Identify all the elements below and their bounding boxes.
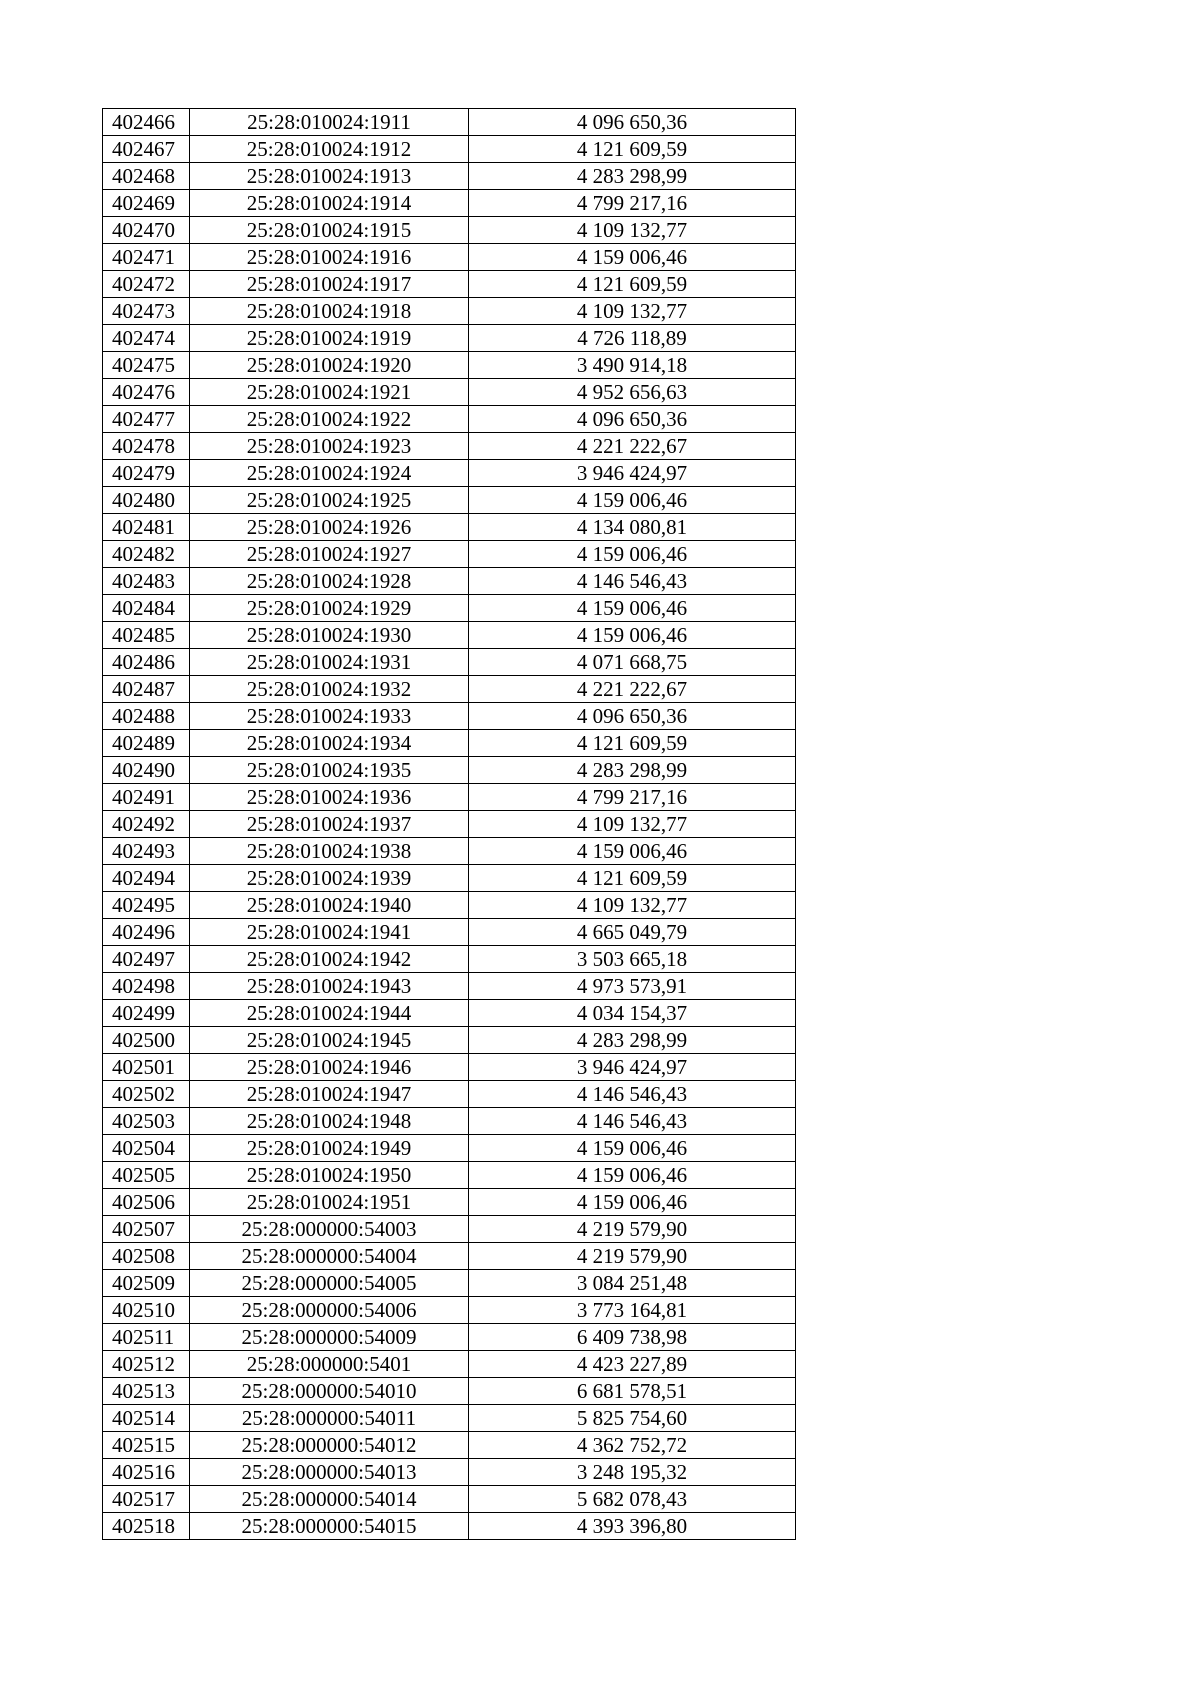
table-row: [103, 1027, 796, 1054]
cadastral-value-cell: 3 503 665,18: [469, 946, 796, 973]
cadastral-number-cell: 25:28:000000:54005: [190, 1270, 469, 1297]
cadastral-value-cell: 5 682 078,43: [469, 1486, 796, 1513]
table-row: [103, 217, 796, 244]
table-row: [103, 1189, 796, 1216]
row-number-cell: 402472: [103, 271, 190, 298]
row-number-cell: 402476: [103, 379, 190, 406]
cadastral-value-cell: 4 423 227,89: [469, 1351, 796, 1378]
cadastral-number-cell: 25:28:000000:54006: [190, 1297, 469, 1324]
cadastral-number-cell: 25:28:010024:1951: [190, 1189, 469, 1216]
table-row: [103, 649, 796, 676]
row-number-cell: 402482: [103, 541, 190, 568]
cadastral-number-cell: 25:28:010024:1931: [190, 649, 469, 676]
row-number-cell: 402498: [103, 973, 190, 1000]
cadastral-number-cell: 25:28:000000:54013: [190, 1459, 469, 1486]
cadastral-number-cell: 25:28:010024:1918: [190, 298, 469, 325]
table-row: [103, 1486, 796, 1513]
cadastral-value-cell: 4 121 609,59: [469, 865, 796, 892]
cadastral-value-cell: 3 773 164,81: [469, 1297, 796, 1324]
row-number-cell: 402479: [103, 460, 190, 487]
row-number-cell: 402484: [103, 595, 190, 622]
table-row: [103, 163, 796, 190]
cadastral-number-cell: 25:28:000000:54003: [190, 1216, 469, 1243]
row-number-cell: 402506: [103, 1189, 190, 1216]
cadastral-value-cell: 4 283 298,99: [469, 163, 796, 190]
cadastral-value-cell: 4 121 609,59: [469, 271, 796, 298]
cadastral-value-cell: 4 393 396,80: [469, 1513, 796, 1540]
cadastral-number-cell: 25:28:010024:1941: [190, 919, 469, 946]
row-number-cell: 402510: [103, 1297, 190, 1324]
table-row: [103, 1351, 796, 1378]
table-row: [103, 406, 796, 433]
cadastral-value-cell: 4 109 132,77: [469, 217, 796, 244]
row-number-cell: 402501: [103, 1054, 190, 1081]
cadastral-number-cell: 25:28:010024:1915: [190, 217, 469, 244]
row-number-cell: 402481: [103, 514, 190, 541]
cadastral-number-cell: 25:28:010024:1928: [190, 568, 469, 595]
cadastral-number-cell: 25:28:000000:5401: [190, 1351, 469, 1378]
cadastral-number-cell: 25:28:010024:1946: [190, 1054, 469, 1081]
table-row: [103, 973, 796, 1000]
row-number-cell: 402512: [103, 1351, 190, 1378]
table-row: [103, 1270, 796, 1297]
cadastral-number-cell: 25:28:010024:1930: [190, 622, 469, 649]
table-row: [103, 433, 796, 460]
cadastral-number-cell: 25:28:010024:1936: [190, 784, 469, 811]
row-number-cell: 402486: [103, 649, 190, 676]
table-row: [103, 1000, 796, 1027]
row-number-cell: 402496: [103, 919, 190, 946]
cadastral-value-cell: 4 159 006,46: [469, 595, 796, 622]
table-row: [103, 244, 796, 271]
row-number-cell: 402497: [103, 946, 190, 973]
row-number-cell: 402466: [103, 109, 190, 136]
cadastral-value-cell: 4 952 656,63: [469, 379, 796, 406]
table-row: [103, 352, 796, 379]
table-row: [103, 568, 796, 595]
row-number-cell: 402505: [103, 1162, 190, 1189]
cadastral-number-cell: 25:28:010024:1919: [190, 325, 469, 352]
cadastral-value-table: [102, 108, 796, 1540]
cadastral-value-cell: 4 799 217,16: [469, 190, 796, 217]
row-number-cell: 402508: [103, 1243, 190, 1270]
row-number-cell: 402471: [103, 244, 190, 271]
cadastral-value-cell: 4 159 006,46: [469, 487, 796, 514]
row-number-cell: 402516: [103, 1459, 190, 1486]
cadastral-value-cell: 4 109 132,77: [469, 892, 796, 919]
cadastral-number-cell: 25:28:010024:1935: [190, 757, 469, 784]
row-number-cell: 402475: [103, 352, 190, 379]
table-row: [103, 190, 796, 217]
cadastral-value-cell: 5 825 754,60: [469, 1405, 796, 1432]
row-number-cell: 402507: [103, 1216, 190, 1243]
cadastral-value-cell: 6 409 738,98: [469, 1324, 796, 1351]
cadastral-number-cell: 25:28:010024:1927: [190, 541, 469, 568]
cadastral-number-cell: 25:28:010024:1934: [190, 730, 469, 757]
cadastral-value-cell: 4 283 298,99: [469, 1027, 796, 1054]
cadastral-number-cell: 25:28:010024:1945: [190, 1027, 469, 1054]
cadastral-value-cell: 4 159 006,46: [469, 838, 796, 865]
cadastral-number-cell: 25:28:010024:1913: [190, 163, 469, 190]
row-number-cell: 402511: [103, 1324, 190, 1351]
table-row: [103, 1243, 796, 1270]
table-row: [103, 757, 796, 784]
table-row: [103, 1162, 796, 1189]
row-number-cell: 402477: [103, 406, 190, 433]
cadastral-number-cell: 25:28:010024:1938: [190, 838, 469, 865]
cadastral-value-cell: 4 159 006,46: [469, 541, 796, 568]
row-number-cell: 402517: [103, 1486, 190, 1513]
cadastral-value-cell: 3 248 195,32: [469, 1459, 796, 1486]
row-number-cell: 402513: [103, 1378, 190, 1405]
row-number-cell: 402499: [103, 1000, 190, 1027]
cadastral-value-cell: 4 109 132,77: [469, 811, 796, 838]
cadastral-value-cell: 4 096 650,36: [469, 406, 796, 433]
cadastral-value-cell: 3 490 914,18: [469, 352, 796, 379]
cadastral-value-cell: 4 159 006,46: [469, 622, 796, 649]
table-row: [103, 865, 796, 892]
table-row: [103, 1324, 796, 1351]
cadastral-number-cell: 25:28:010024:1926: [190, 514, 469, 541]
table-row: [103, 838, 796, 865]
table-row: [103, 1378, 796, 1405]
cadastral-number-cell: 25:28:010024:1917: [190, 271, 469, 298]
table-row: [103, 514, 796, 541]
cadastral-value-cell: 4 121 609,59: [469, 136, 796, 163]
cadastral-number-cell: 25:28:010024:1912: [190, 136, 469, 163]
cadastral-number-cell: 25:28:000000:54011: [190, 1405, 469, 1432]
table-row: [103, 595, 796, 622]
cadastral-value-cell: 3 084 251,48: [469, 1270, 796, 1297]
cadastral-number-cell: 25:28:010024:1923: [190, 433, 469, 460]
cadastral-number-cell: 25:28:010024:1925: [190, 487, 469, 514]
cadastral-number-cell: 25:28:010024:1942: [190, 946, 469, 973]
table-row: [103, 1405, 796, 1432]
cadastral-value-cell: 4 096 650,36: [469, 703, 796, 730]
row-number-cell: 402467: [103, 136, 190, 163]
cadastral-number-cell: 25:28:010024:1933: [190, 703, 469, 730]
table-row: [103, 784, 796, 811]
cadastral-value-cell: 4 799 217,16: [469, 784, 796, 811]
cadastral-value-cell: 4 665 049,79: [469, 919, 796, 946]
cadastral-value-cell: 4 973 573,91: [469, 973, 796, 1000]
cadastral-value-cell: 4 221 222,67: [469, 433, 796, 460]
cadastral-value-cell: 4 096 650,36: [469, 109, 796, 136]
row-number-cell: 402503: [103, 1108, 190, 1135]
cadastral-number-cell: 25:28:010024:1920: [190, 352, 469, 379]
cadastral-value-cell: 4 146 546,43: [469, 568, 796, 595]
cadastral-number-cell: 25:28:000000:54010: [190, 1378, 469, 1405]
table-row: [103, 379, 796, 406]
row-number-cell: 402469: [103, 190, 190, 217]
cadastral-number-cell: 25:28:010024:1914: [190, 190, 469, 217]
table-row: [103, 1432, 796, 1459]
row-number-cell: 402473: [103, 298, 190, 325]
table-row: [103, 541, 796, 568]
row-number-cell: 402485: [103, 622, 190, 649]
table-row: [103, 487, 796, 514]
table-row: [103, 109, 796, 136]
row-number-cell: 402468: [103, 163, 190, 190]
row-number-cell: 402470: [103, 217, 190, 244]
row-number-cell: 402493: [103, 838, 190, 865]
cadastral-number-cell: 25:28:010024:1937: [190, 811, 469, 838]
cadastral-value-cell: 6 681 578,51: [469, 1378, 796, 1405]
row-number-cell: 402480: [103, 487, 190, 514]
cadastral-value-cell: 4 362 752,72: [469, 1432, 796, 1459]
cadastral-value-cell: 4 109 132,77: [469, 298, 796, 325]
cadastral-value-cell: 4 726 118,89: [469, 325, 796, 352]
table-row: [103, 325, 796, 352]
cadastral-value-cell: 3 946 424,97: [469, 460, 796, 487]
cadastral-number-cell: 25:28:010024:1948: [190, 1108, 469, 1135]
cadastral-value-cell: 4 146 546,43: [469, 1081, 796, 1108]
row-number-cell: 402488: [103, 703, 190, 730]
row-number-cell: 402494: [103, 865, 190, 892]
cadastral-value-cell: 4 146 546,43: [469, 1108, 796, 1135]
table-row: [103, 811, 796, 838]
cadastral-value-cell: 4 283 298,99: [469, 757, 796, 784]
cadastral-value-cell: 4 159 006,46: [469, 1162, 796, 1189]
cadastral-value-cell: 4 071 668,75: [469, 649, 796, 676]
table-row: [103, 1081, 796, 1108]
table-row: [103, 1135, 796, 1162]
table-row: [103, 919, 796, 946]
row-number-cell: 402492: [103, 811, 190, 838]
cadastral-number-cell: 25:28:010024:1949: [190, 1135, 469, 1162]
cadastral-value-cell: 4 221 222,67: [469, 676, 796, 703]
cadastral-number-cell: 25:28:010024:1929: [190, 595, 469, 622]
table-row: [103, 1459, 796, 1486]
row-number-cell: 402491: [103, 784, 190, 811]
table-row: [103, 946, 796, 973]
cadastral-number-cell: 25:28:010024:1932: [190, 676, 469, 703]
cadastral-number-cell: 25:28:010024:1943: [190, 973, 469, 1000]
cadastral-value-cell: 4 034 154,37: [469, 1000, 796, 1027]
row-number-cell: 402514: [103, 1405, 190, 1432]
cadastral-value-cell: 4 159 006,46: [469, 1189, 796, 1216]
table-row: [103, 298, 796, 325]
row-number-cell: 402490: [103, 757, 190, 784]
cadastral-value-cell: 4 219 579,90: [469, 1216, 796, 1243]
row-number-cell: 402509: [103, 1270, 190, 1297]
cadastral-number-cell: 25:28:010024:1947: [190, 1081, 469, 1108]
row-number-cell: 402483: [103, 568, 190, 595]
table-body: [103, 109, 796, 1540]
cadastral-number-cell: 25:28:000000:54015: [190, 1513, 469, 1540]
cadastral-number-cell: 25:28:010024:1916: [190, 244, 469, 271]
table-row: [103, 136, 796, 163]
cadastral-number-cell: 25:28:000000:54014: [190, 1486, 469, 1513]
cadastral-number-cell: 25:28:010024:1939: [190, 865, 469, 892]
table-row: [103, 1108, 796, 1135]
table-row: [103, 1054, 796, 1081]
cadastral-number-cell: 25:28:000000:54004: [190, 1243, 469, 1270]
cadastral-number-cell: 25:28:010024:1921: [190, 379, 469, 406]
table-row: [103, 703, 796, 730]
row-number-cell: 402495: [103, 892, 190, 919]
table-row: [103, 1297, 796, 1324]
table-row: [103, 676, 796, 703]
cadastral-number-cell: 25:28:010024:1940: [190, 892, 469, 919]
cadastral-number-cell: 25:28:010024:1944: [190, 1000, 469, 1027]
table-row: [103, 1513, 796, 1540]
row-number-cell: 402500: [103, 1027, 190, 1054]
table-row: [103, 730, 796, 757]
cadastral-number-cell: 25:28:010024:1950: [190, 1162, 469, 1189]
row-number-cell: 402504: [103, 1135, 190, 1162]
cadastral-number-cell: 25:28:000000:54009: [190, 1324, 469, 1351]
cadastral-value-cell: 4 121 609,59: [469, 730, 796, 757]
cadastral-value-cell: 4 219 579,90: [469, 1243, 796, 1270]
cadastral-value-cell: 4 134 080,81: [469, 514, 796, 541]
row-number-cell: 402502: [103, 1081, 190, 1108]
row-number-cell: 402474: [103, 325, 190, 352]
cadastral-number-cell: 25:28:000000:54012: [190, 1432, 469, 1459]
table-row: [103, 892, 796, 919]
table-row: [103, 271, 796, 298]
row-number-cell: 402515: [103, 1432, 190, 1459]
cadastral-value-cell: 4 159 006,46: [469, 244, 796, 271]
row-number-cell: 402518: [103, 1513, 190, 1540]
cadastral-number-cell: 25:28:010024:1922: [190, 406, 469, 433]
cadastral-number-cell: 25:28:010024:1924: [190, 460, 469, 487]
row-number-cell: 402478: [103, 433, 190, 460]
table-row: [103, 460, 796, 487]
cadastral-number-cell: 25:28:010024:1911: [190, 109, 469, 136]
table-row: [103, 622, 796, 649]
table-row: [103, 1216, 796, 1243]
cadastral-value-cell: 4 159 006,46: [469, 1135, 796, 1162]
cadastral-value-cell: 3 946 424,97: [469, 1054, 796, 1081]
row-number-cell: 402487: [103, 676, 190, 703]
row-number-cell: 402489: [103, 730, 190, 757]
